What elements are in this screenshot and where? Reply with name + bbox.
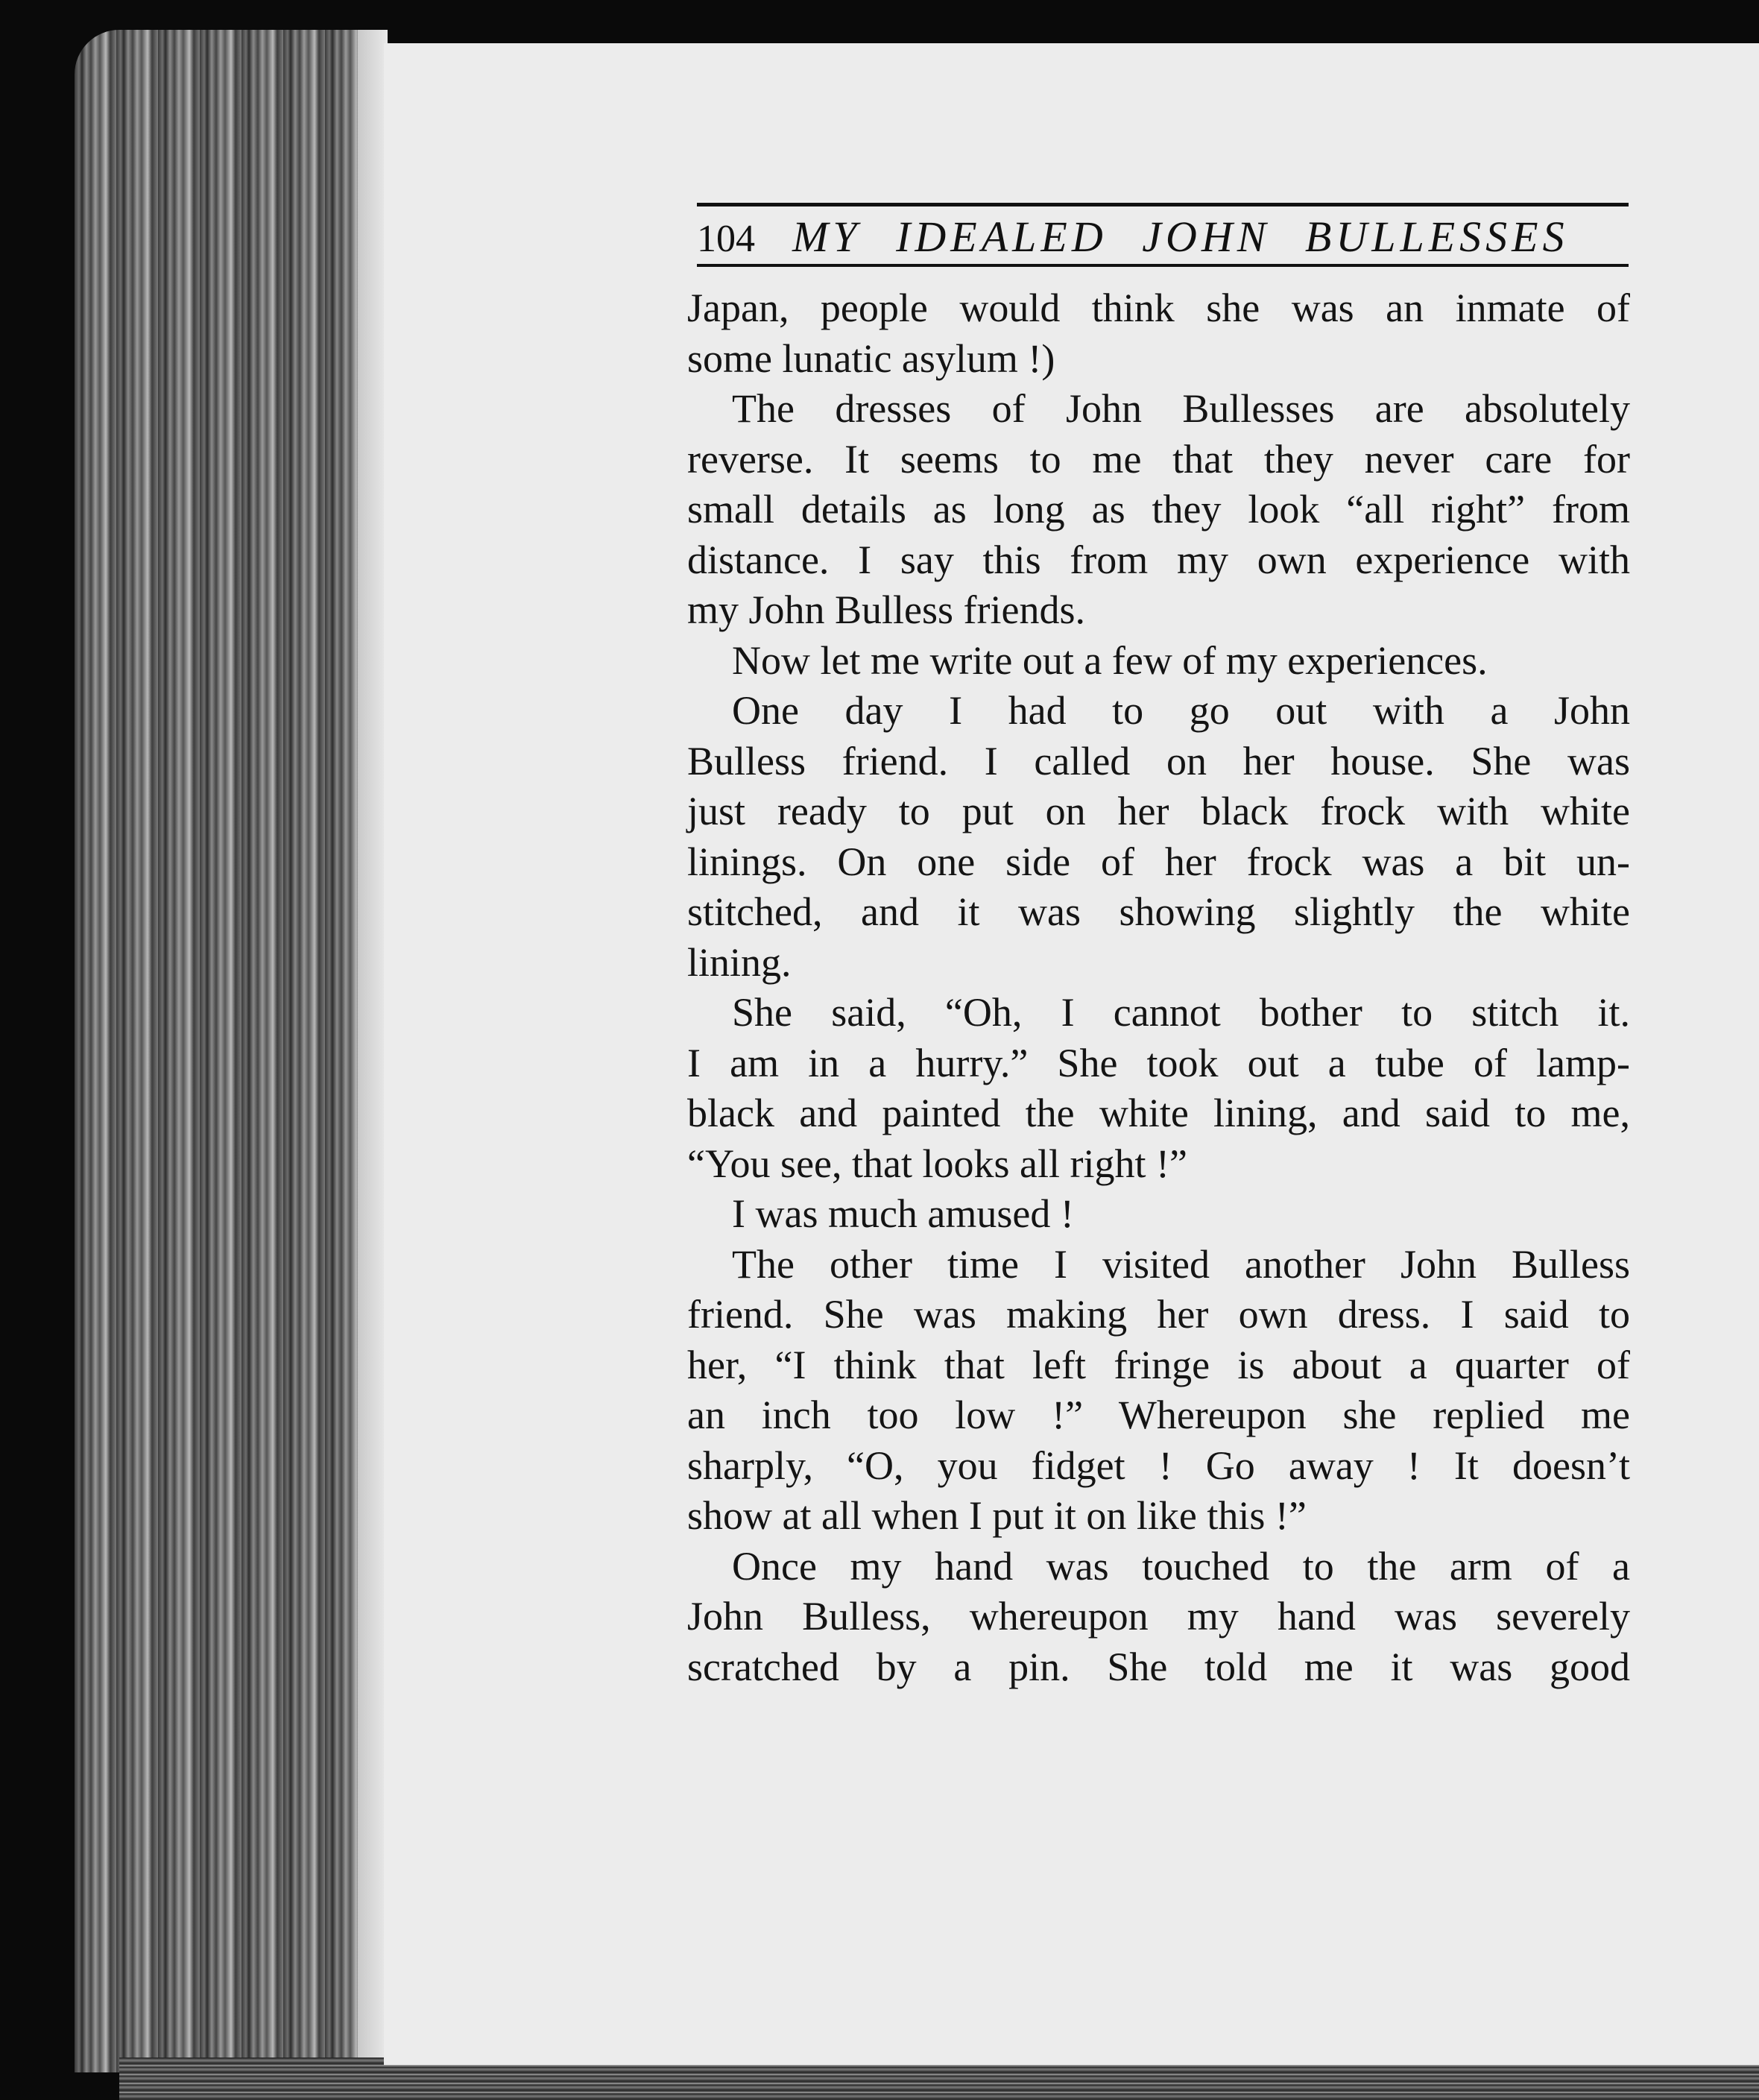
text-line: scratched by a pin. She told me it was good	[687, 1644, 1630, 1689]
text-line: Now let me write out a few of my experiences.	[732, 637, 1488, 683]
text-line: I am in a hurry.” She took out a tube of lamp-	[687, 1040, 1630, 1085]
text-line: One day I had to go out with a John	[732, 688, 1630, 733]
running-title: MY IDEALED JOHN BULLESSES	[792, 212, 1569, 261]
text-line: small details as long as they look “all right” from	[687, 487, 1630, 532]
text-line: Once my hand was touched to the arm of a	[732, 1543, 1630, 1589]
header-line	[697, 212, 1629, 262]
header-bottom-rule	[697, 264, 1629, 267]
text-line: Japan, people would think she was an inmate of	[687, 286, 1630, 330]
text-line: show at all when I put it on like this !”	[687, 1493, 1307, 1538]
text-line: stitched, and it was showing slightly the white	[687, 889, 1630, 934]
book-page-edges	[75, 30, 388, 2072]
text-line: Bulless friend. I called on her house. She was	[687, 738, 1630, 783]
text-line: The other time I visited another John Bulless	[732, 1241, 1630, 1287]
text-line: reverse. It seems to me that they never care for	[687, 436, 1630, 482]
text-line: distance. I say this from my own experience with	[687, 537, 1630, 582]
text-line: black and painted the white lining, and said to me,	[687, 1091, 1630, 1135]
text-line: She said, “Oh, I cannot bother to stitch it.	[732, 990, 1630, 1035]
text-line: The dresses of John Bullesses are absolutely	[732, 386, 1630, 431]
text-line: some lunatic asylum !)	[687, 335, 1055, 381]
header-top-rule	[697, 203, 1629, 206]
text-line: friend. She was making her own dress. I said to	[687, 1292, 1630, 1337]
text-line: my John Bulless friends.	[687, 587, 1085, 632]
body-text	[687, 283, 1630, 1692]
text-line: her, “I think that left fringe is about a quarter of	[687, 1342, 1630, 1387]
text-line: John Bulless, whereupon my hand was severely	[687, 1594, 1630, 1639]
text-line: just ready to put on her black frock with white	[687, 789, 1630, 833]
text-line: lining.	[687, 939, 792, 985]
text-line: an inch too low !” Whereupon she replied me	[687, 1393, 1630, 1437]
text-line: I was much amused !	[732, 1191, 1074, 1236]
page-number: 104	[697, 218, 755, 260]
text-line: linings. On one side of her frock was a bit un-	[687, 839, 1630, 884]
text-line: “You see, that looks all right !”	[687, 1141, 1187, 1186]
text-line: sharply, “O, you fidget ! Go away ! It doesn’t	[687, 1442, 1630, 1488]
